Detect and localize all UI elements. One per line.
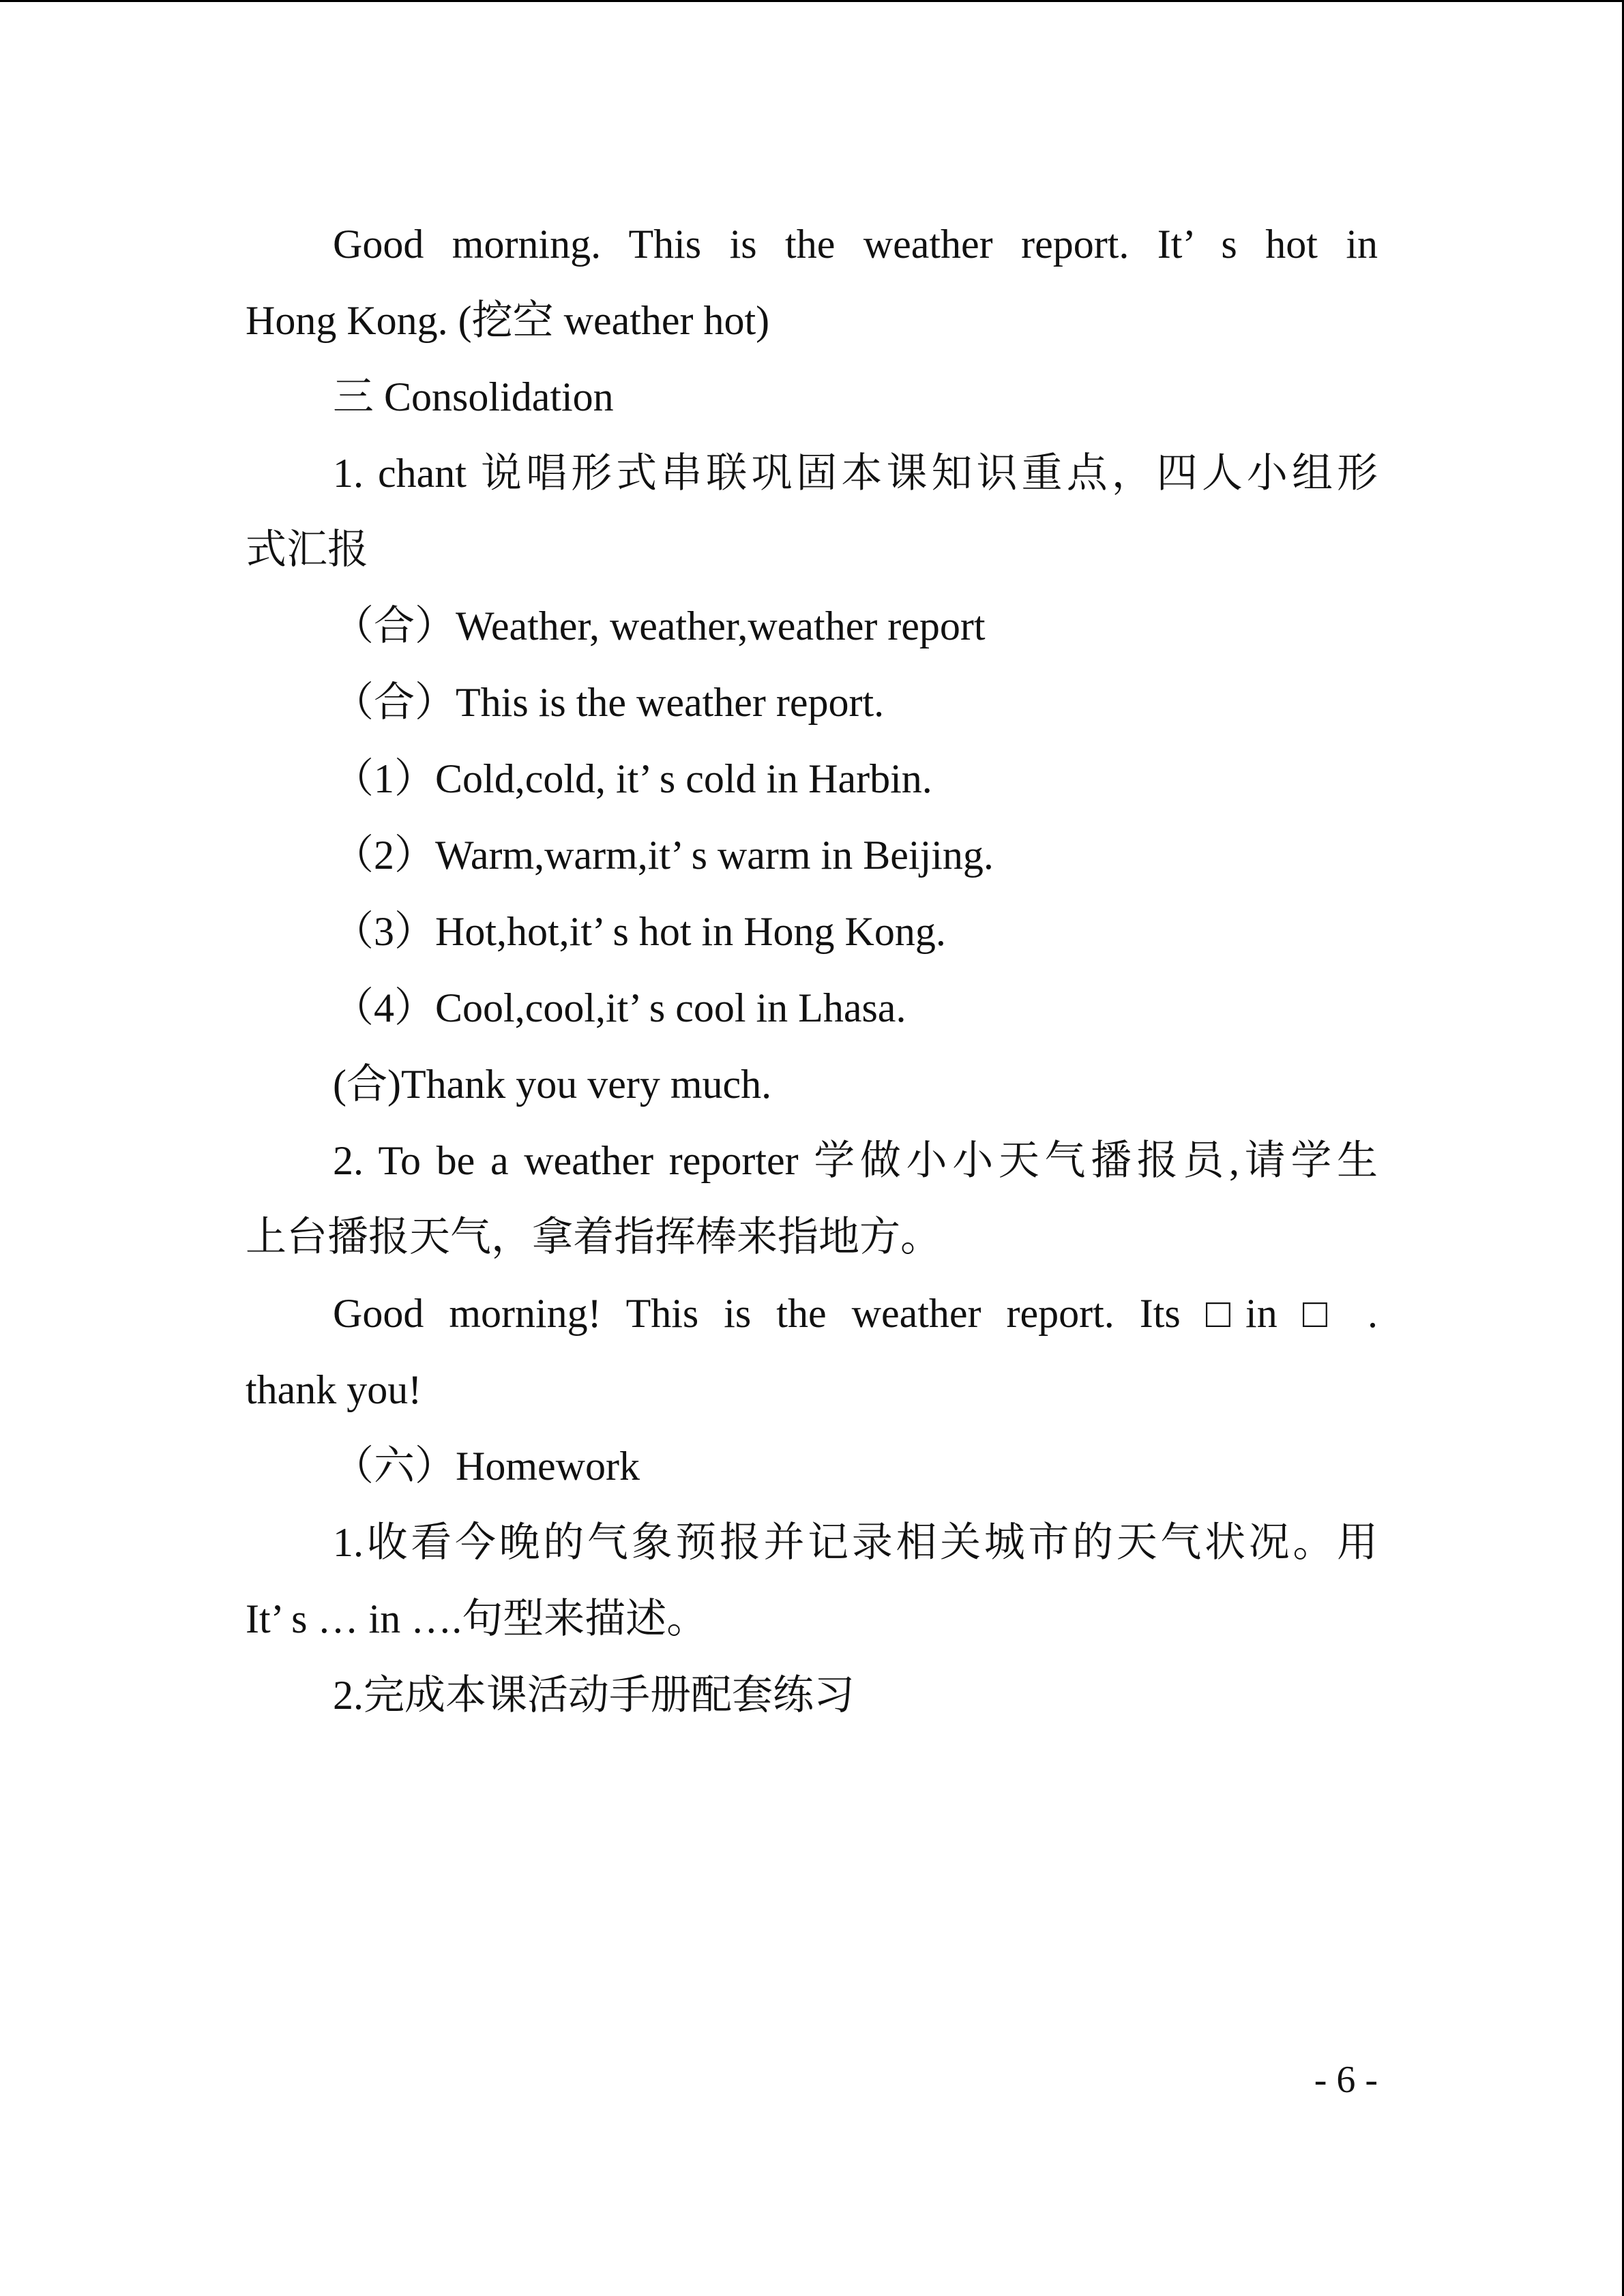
- paragraph-line: thank you!: [246, 1367, 422, 1412]
- chant-line: （合）This is the weather report.: [333, 680, 885, 725]
- paragraph-line: 1. chant 说唱形式串联巩固本课知识重点，四人小组形: [333, 451, 1378, 496]
- chant-line: （4）Cool,cool,it’ s cool in Lhasa.: [333, 985, 906, 1030]
- chant-line: （合）Weather, weather,weather report: [333, 603, 986, 648]
- section-heading: （六）Homework: [333, 1444, 640, 1489]
- paragraph-line: Good morning. This is the weather report. It’ s hot in: [333, 222, 1378, 267]
- paragraph-line: It’ s … in ….句型来描述。: [246, 1596, 708, 1641]
- chant-line: （2）Warm,warm,it’ s warm in Beijing.: [333, 833, 994, 878]
- page-top-border: [0, 0, 1624, 2]
- paragraph-line: Good morning! This is the weather report. Its □in □ .: [333, 1291, 1378, 1336]
- chant-line: （3）Hot,hot,it’ s hot in Hong Kong.: [333, 909, 946, 954]
- paragraph-line: 上台播报天气，拿着指挥棒来指地方。: [246, 1214, 941, 1259]
- paragraph-line: 1.收看今晚的气象预报并记录相关城市的天气状况。用: [333, 1520, 1378, 1565]
- paragraph-line: 2.完成本课活动手册配套练习: [333, 1673, 855, 1718]
- paragraph-line: 式汇报: [246, 527, 368, 572]
- chant-line: （1）Cold,cold, it’ s cold in Harbin.: [333, 756, 932, 801]
- page-number: - 6 -: [1314, 2059, 1378, 2101]
- paragraph-line: 2. To be a weather reporter 学做小小天气播报员,请学生: [333, 1138, 1378, 1183]
- section-heading: 三 Consolidation: [333, 374, 614, 419]
- chant-line: (合)Thank you very much.: [333, 1062, 772, 1107]
- paragraph-line: Hong Kong. (挖空 weather hot): [246, 298, 770, 343]
